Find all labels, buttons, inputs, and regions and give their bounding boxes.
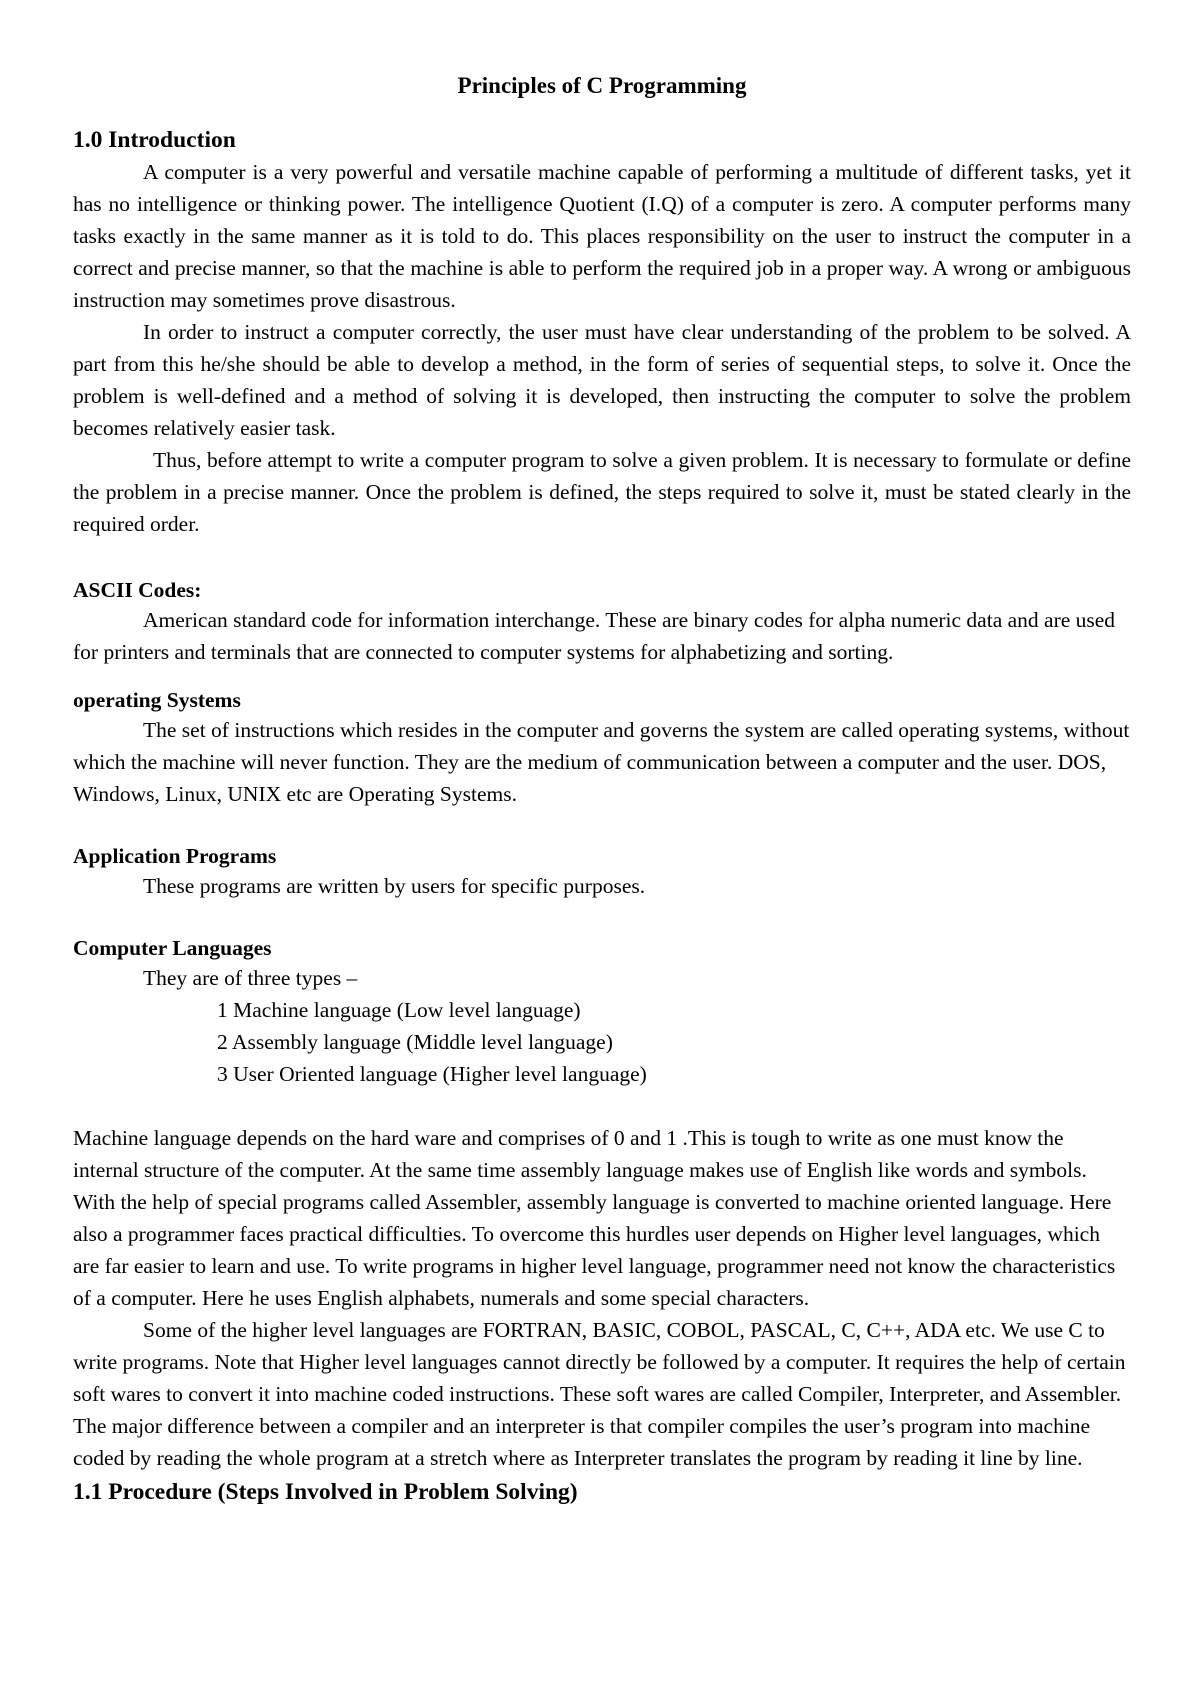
document-title: Principles of C Programming: [457, 73, 747, 98]
document-page: [73, 70, 1131, 1508]
os-paragraph: The set of instructions which resides in the computer and governs the system are called operating systems, without which the machine will never function. They are the medium of communication between a computer and the user. DOS, Windows, Linux, UNIX etc are Operating Systems.: [73, 718, 1130, 806]
languages-list: [73, 994, 1131, 1090]
languages-intro: They are of three types –: [143, 966, 358, 990]
intro-paragraph-1: A computer is a very powerful and versatile machine capable of performing a multitude of different tasks, yet it has no intelligence or thinking power. The intelligence Quotient (I.Q) of a computer is zero. A computer performs many tasks exactly in the same manner as it is told to do. This places responsibility on the user to instruct the computer in a correct and precise manner, so that the machine is able to perform the required job in a proper way. A wrong or ambiguous instruction may sometimes prove disastrous.: [73, 160, 1131, 312]
list-item: 2 Assembly language (Middle level language): [217, 1030, 613, 1054]
languages-paragraph-1: Machine language depends on the hard ware and comprises of 0 and 1 .This is tough to write as one must know the internal structure of the computer. At the same time assembly language makes use of English like words and symbols. With the help of special programs called Assembler, assembly language is converted to machine oriented language. Here also a programmer faces practical difficulties. To overcome this hurdles user depends on Higher level languages, which are far easier to learn and use. To write programs in higher level language, programmer need not know the characteristics of a computer. Here he uses English alphabets, numerals and some special characters.: [73, 1126, 1116, 1310]
ascii-paragraph: American standard code for information interchange. These are binary codes for alpha numeric data and are used for printers and terminals that are connected to computer systems for alphabetizing and sorting.: [73, 608, 1116, 664]
list-item: 1 Machine language (Low level language): [217, 998, 581, 1022]
intro-paragraph-2: In order to instruct a computer correctly, the user must have clear understanding of the problem to be solved. A part from this he/she should be able to develop a method, in the form of series of sequential steps, to solve it. Once the problem is well-defined and a method of solving it is developed, then instructing the computer to solve the problem becomes relatively easier task.: [73, 320, 1131, 440]
languages-paragraph-2: Some of the higher level languages are FORTRAN, BASIC, COBOL, PASCAL, C, C++, ADA etc. We use C to write programs. Note that Higher level languages cannot directly be followed by a computer. It requires the help of certain soft wares to convert it into machine coded instructions. These soft wares are called Compiler, Interpreter, and Assembler. The major difference between a compiler and an interpreter is that compiler compiles the user’s program into machine coded by reading the whole program at a stretch where as Interpreter translates the program by reading it line by line.: [73, 1318, 1126, 1470]
languages-heading: Computer Languages: [73, 936, 272, 960]
procedure-heading: 1.1 Procedure (Steps Involved in Problem Solving): [73, 1479, 578, 1505]
os-heading: operating Systems: [73, 688, 241, 712]
intro-paragraph-3: Thus, before attempt to write a computer program to solve a given problem. It is necessary to formulate or define the problem in a precise manner. Once the problem is defined, the steps required to solve it, must be stated clearly in the required order.: [73, 448, 1131, 536]
ascii-heading: ASCII Codes:: [73, 578, 202, 602]
intro-heading: 1.0 Introduction: [73, 127, 236, 153]
apps-paragraph: These programs are written by users for specific purposes.: [143, 874, 646, 898]
apps-heading: Application Programs: [73, 844, 277, 868]
list-item: 3 User Oriented language (Higher level language): [217, 1062, 647, 1086]
